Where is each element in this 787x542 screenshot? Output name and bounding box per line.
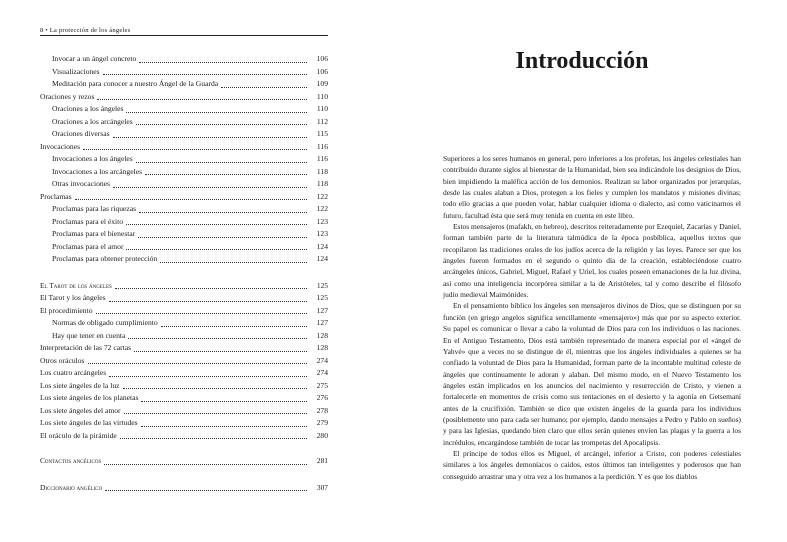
toc-page-number: 106: [316, 54, 328, 63]
toc-page-number: 115: [316, 129, 328, 138]
right-page: [393, 0, 787, 542]
toc-entry[interactable]: [40, 103, 328, 116]
body-paragraph: En el pensamiento bíblico los ángeles son mensajeros divinos de Dios, que se distinguen por su función (en griego angelos significa sencillamente «mensajero») más que por su aspecto exterior. Su papel es comunicar o llevar a cabo la voluntad de Dios para con los individuos o las naciones. En el Antiguo Testamento, Dios está también representado de manera especial por el «ángel de Yahvé» que a veces no se distingue de él, mientras que los ángeles individuales a quienes se ha confiado la voluntad de Dios para la Humanidad, forman parte de la incontable multitud celeste de ángeles que continuamente le adoran y alaban. Del mismo modo, en el Nuevo Testamento los ángeles están implicados en los anuncios del nacimiento y resurrección de Cristo, y vienen a fortalecerle en momentos de crisis como sus tentaciones en el desierto y la agonía en Getsemaní antes de la crucifixión. También se dice que existen ángeles de la guarda para los individuos (posiblemente uno para cada ser humano; por ejemplo, dando mensajes a Pedro y Pablo en sueños) y para las Iglesias, quedando bien claro que ellos serán quienes envíen las plagas y la guerra a los incrédulos, encargándose también de tocar las trompetas del Apocalipsis.: [443, 301, 741, 447]
body-paragraph: Estos mensajeros (mafakh, en hebreo), descritos reiteradamente por Ezequiel, Zacarías y Daniel, forman también parte de la literatura talmúdica de la época posbíblica, aquellos textos que recopilaron las tradiciones orales de los judíos acerca de la religión y las leyes. Parece ser que los ángeles fueron formados en el segundo o quinto día de la creación, estableciéndose cuatro arcángeles únicos, Gabriel, Miguel, Rafael y Uriel, los cuales poseen emanaciones de la luz divina, así como una inteligencia incorpórea similar a la de Aristóteles, tal y como describe el filósofo judío medieval Maimónides.: [443, 222, 741, 300]
toc-entry-label: Interpretación de las 72 cartas: [40, 343, 132, 352]
toc-leader-dots: [128, 330, 307, 340]
toc-entry-label: El procedimiento: [40, 305, 93, 315]
toc-page-number: 118: [316, 179, 328, 188]
toc-page-number: 276: [316, 393, 328, 402]
left-page: [0, 0, 393, 542]
toc-page-number: 122: [316, 204, 328, 213]
toc-page-number: 275: [316, 380, 328, 390]
toc-page-number: 109: [316, 79, 328, 88]
toc-leader-dots: [139, 53, 307, 63]
toc-page-number: 274: [316, 368, 328, 377]
running-head: 8 • La protección de los ángeles: [40, 27, 328, 36]
toc-page-number: 112: [316, 116, 328, 126]
toc-leader-dots: [75, 191, 307, 201]
toc-entry[interactable]: [40, 228, 328, 241]
toc-page-number: 118: [316, 166, 328, 176]
toc-leader-dots: [136, 153, 307, 163]
toc-page-number: 116: [316, 141, 328, 151]
toc-page-number: 122: [316, 191, 328, 201]
toc-entry-label: Contactos angélicos: [40, 456, 102, 465]
toc-leader-dots: [88, 355, 308, 365]
toc-page-number: 280: [316, 430, 328, 440]
toc-entry-label: Meditación para conocer a nuestro Ángel de la Guarda: [52, 79, 219, 88]
toc-entry[interactable]: [40, 342, 328, 355]
toc-page-number: 274: [316, 355, 328, 365]
toc-entry[interactable]: [40, 417, 328, 430]
toc-entry[interactable]: [40, 405, 328, 418]
toc-leader-dots: [141, 417, 307, 427]
toc-entry-label: El oráculo de la pirámide: [40, 430, 117, 440]
toc-entry[interactable]: [40, 216, 328, 229]
toc-leader-dots: [109, 292, 307, 302]
toc-entry-label: Diccionario angélico: [40, 482, 103, 492]
toc-entry[interactable]: [40, 178, 328, 191]
toc-leader-dots: [103, 66, 307, 76]
toc-leader-dots: [83, 141, 307, 151]
toc-entry[interactable]: [40, 191, 328, 204]
toc-entry[interactable]: [40, 203, 328, 216]
body-text: [443, 153, 741, 482]
toc-page-number: 110: [316, 104, 328, 113]
toc-entry[interactable]: [40, 392, 328, 405]
toc-entry-label: Los siete ángeles de las virtudes: [40, 418, 138, 427]
toc-entry-label: Oraciones y rezos: [40, 91, 95, 101]
toc-entry[interactable]: [40, 367, 328, 380]
toc-leader-dots: [126, 241, 307, 251]
toc-entry[interactable]: [40, 141, 328, 154]
toc-entry-label: Los cuatro arcángeles: [40, 368, 107, 377]
toc-entry-label: Invocaciones a los arcángeles: [52, 166, 143, 176]
toc-spacer: [40, 468, 328, 482]
toc-entry-label: Oraciones a los arcángeles: [52, 116, 133, 126]
toc-entry[interactable]: [40, 305, 328, 318]
toc-entry[interactable]: [40, 116, 328, 129]
toc-entry-label: Proclamas para las riquezas: [52, 204, 137, 213]
toc-page-number: 124: [316, 254, 328, 263]
chapter-title: Introducción: [515, 48, 649, 74]
toc-leader-dots: [124, 405, 307, 415]
toc-spacer: [40, 266, 328, 280]
toc-entry-label: Los siete ángeles de los planetas: [40, 393, 139, 402]
toc-entry-label: Los siete ángeles del amor: [40, 405, 121, 415]
toc-entry-label: Proclamas para el éxito: [52, 216, 124, 226]
toc-entry-label: Normas de obligado cumplimiento: [52, 318, 158, 327]
toc-page-number: 125: [316, 280, 328, 290]
toc-entry-label: Los siete ángeles de la luz: [40, 380, 120, 390]
toc-entry-label: Otras invocaciones: [52, 179, 110, 188]
toc-page-number: 278: [316, 405, 328, 415]
toc-page-number: 110: [316, 91, 328, 101]
toc-leader-dots: [138, 228, 307, 238]
toc-leader-dots: [96, 305, 307, 315]
toc-entry-label: Proclamas para el amor: [52, 241, 124, 251]
toc-leader-dots: [115, 280, 307, 290]
toc-leader-dots: [123, 380, 308, 390]
toc-page-number: 128: [316, 343, 328, 352]
toc-entry[interactable]: [40, 380, 328, 393]
toc-page-number: 279: [316, 418, 328, 427]
toc-entry[interactable]: [40, 91, 328, 104]
toc-leader-dots: [105, 482, 307, 492]
toc-page-number: 127: [316, 305, 328, 315]
toc-leader-dots: [160, 253, 307, 263]
toc-entry-label: El Tarot de los ángeles: [40, 280, 112, 290]
toc-entry[interactable]: [40, 455, 328, 468]
toc-page-number: 116: [316, 154, 328, 163]
toc-page-number: 106: [316, 66, 328, 76]
toc-entry-label: Invocaciones: [40, 141, 81, 151]
toc-entry[interactable]: [40, 253, 328, 266]
toc-spacer: [40, 442, 328, 455]
toc-entry-label: Hay que tener en cuenta: [52, 330, 126, 340]
toc-entry[interactable]: [40, 241, 328, 254]
table-of-contents: [40, 53, 328, 494]
toc-entry[interactable]: [40, 292, 328, 305]
toc-leader-dots: [113, 128, 307, 138]
toc-leader-dots: [104, 455, 307, 465]
toc-entry-label: Proclamas: [40, 191, 72, 201]
toc-entry[interactable]: [40, 317, 328, 330]
toc-entry[interactable]: [40, 430, 328, 443]
toc-entry[interactable]: [40, 355, 328, 368]
toc-entry[interactable]: [40, 66, 328, 79]
toc-leader-dots: [141, 392, 307, 402]
toc-entry-label: Invocaciones a los ángeles: [52, 154, 133, 163]
toc-entry-label: Proclamas para el bienestar: [52, 229, 136, 238]
toc-page-number: 124: [316, 241, 328, 251]
toc-page-number: 123: [316, 229, 328, 238]
toc-page-number: 125: [316, 293, 328, 302]
toc-entry-label: Invocar a un ángel concreto: [52, 54, 137, 63]
toc-entry[interactable]: [40, 78, 328, 91]
toc-leader-dots: [145, 166, 307, 176]
toc-page-number: 128: [316, 330, 328, 340]
toc-entry[interactable]: [40, 280, 328, 293]
toc-leader-dots: [126, 216, 307, 226]
toc-leader-dots: [139, 203, 307, 213]
body-paragraph: Superiores a los seres humanos en general, pero inferiores a los profetas, los ángeles celestiales han contribuido durante siglos al bienestar de la Humanidad, bien sea indicándole los designios de Dios, bien impidiendo la maléfica acción de los demonios. Realizan su labor organizados por jerarquías, desde las cuales alaban a Dios, protegen a los fieles y cumplen los mandatos y misiones divinas; todo ello gracias a que pueden volar, hablar cualquier idioma o dialecto, así como vaticinarnos el futuro, facultad ésta que será muy tenida en cuenta en este libro.: [443, 154, 741, 220]
toc-page-number: 127: [316, 318, 328, 327]
toc-leader-dots: [161, 317, 307, 327]
toc-entry-label: Visualizaciones: [52, 66, 100, 76]
toc-leader-dots: [126, 103, 307, 113]
toc-leader-dots: [97, 91, 307, 101]
toc-entry-label: Proclamas para obtener protección: [52, 254, 158, 263]
toc-entry[interactable]: [40, 53, 328, 66]
toc-entry-label: Otros oráculos: [40, 355, 85, 365]
toc-entry-label: Oraciones diversas: [52, 129, 110, 138]
toc-leader-dots: [221, 78, 307, 88]
toc-page-number: 123: [316, 216, 328, 226]
toc-leader-dots: [113, 178, 307, 188]
toc-entry[interactable]: [40, 153, 328, 166]
toc-leader-dots: [134, 342, 307, 352]
toc-leader-dots: [120, 430, 307, 440]
toc-entry[interactable]: [40, 330, 328, 343]
title-wrap: [455, 0, 709, 100]
toc-leader-dots: [109, 367, 307, 377]
body-paragraph: El príncipe de todos ellos es Miguel, el arcángel, inferior a Cristo, con poderes celestiales similares a los ángeles demoníacos o caídos, estos últimos tan inteligentes y poderosos que han conseguido arrastrar una y otra vez a los humanos a la perdición. Y es que los diablos: [443, 448, 741, 481]
toc-entry[interactable]: [40, 166, 328, 179]
toc-page-number: 281: [316, 456, 328, 465]
toc-page-number: 307: [316, 482, 328, 492]
toc-entry-label: El Tarot y los ángeles: [40, 293, 106, 302]
toc-entry[interactable]: [40, 482, 328, 495]
toc-entry-label: Oraciones a los ángeles: [52, 104, 124, 113]
toc-entry[interactable]: [40, 128, 328, 141]
toc-leader-dots: [136, 116, 307, 126]
